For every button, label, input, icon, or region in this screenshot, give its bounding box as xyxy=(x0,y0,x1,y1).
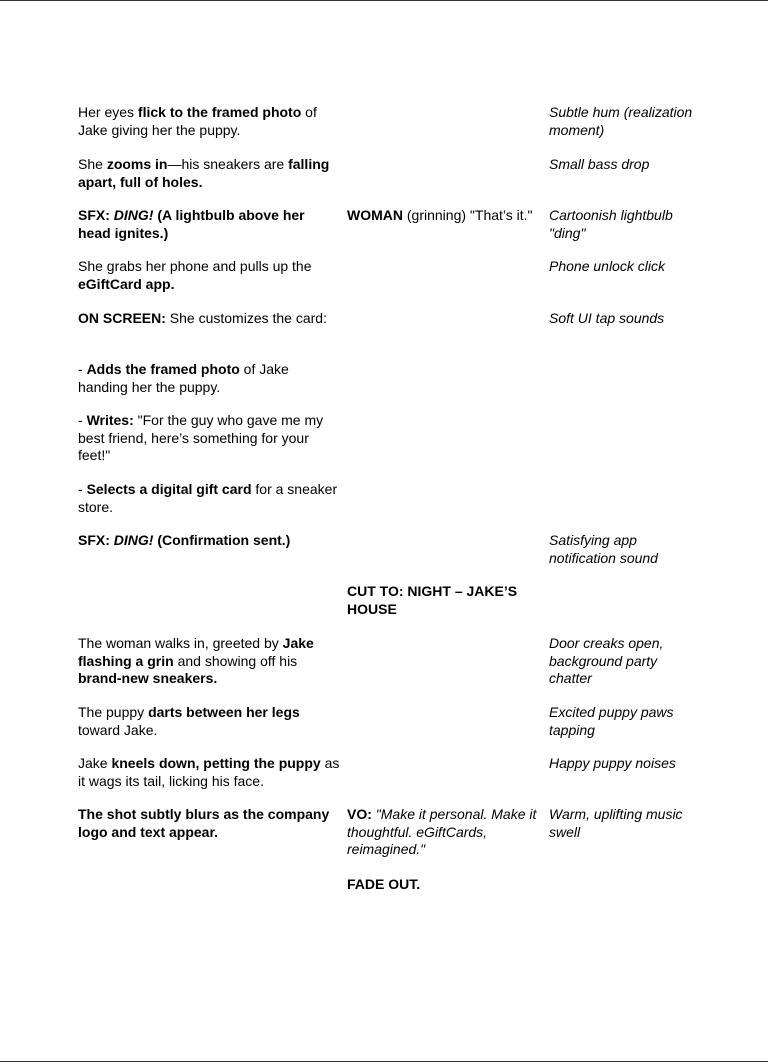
action-cell: SFX: DING! (A lightbulb above her head ignites.) xyxy=(78,207,305,241)
dialogue-cell: WOMAN (grinning) "That’s it." xyxy=(347,207,533,223)
action-cell: ON SCREEN: She customizes the card: xyxy=(78,310,327,326)
action-cell: Her eyes flick to the framed photo of Jake giving her the puppy. xyxy=(78,104,317,138)
sound-cell: Subtle hum (realization moment) xyxy=(549,104,693,138)
page-top-border xyxy=(0,0,768,1)
sound-cell: Small bass drop xyxy=(549,156,650,172)
action-cell: The puppy darts between her legs toward Jake. xyxy=(78,704,300,738)
action-cell: SFX: DING! (Confirmation sent.) xyxy=(78,532,291,548)
sound-cell: Warm, uplifting music swell xyxy=(549,806,683,840)
sound-cell: Cartoonish lightbulb "ding" xyxy=(549,207,673,241)
action-cell: Jake kneels down, petting the puppy as it wags its tail, licking his face. xyxy=(78,755,340,789)
sound-cell: Soft UI tap sounds xyxy=(549,310,665,326)
sound-cell: Door creaks open, background party chatter xyxy=(549,635,664,687)
dialogue-cell: FADE OUT. xyxy=(347,876,421,892)
action-cell: She grabs her phone and pulls up the eGiftCard app. xyxy=(78,258,312,292)
dialogue-cell: VO: "Make it personal. Make it thoughtful. eGiftCards, reimagined." xyxy=(347,806,537,858)
action-cell: - Writes: "For the guy who gave me my best friend, here’s something for your feet!" xyxy=(78,412,324,464)
action-cell: The shot subtly blurs as the company logo and text appear. xyxy=(78,806,330,840)
page-bottom-border xyxy=(0,1061,768,1062)
action-cell: The woman walks in, greeted by Jake flashing a grin and showing off his brand-new sneakers. xyxy=(78,635,314,687)
action-cell: - Selects a digital gift card for a sneaker store. xyxy=(78,481,338,515)
dialogue-cell: CUT TO: NIGHT – JAKE’S HOUSE xyxy=(347,583,518,617)
sound-cell: Satisfying app notification sound xyxy=(549,532,658,566)
sound-cell: Excited puppy paws tapping xyxy=(549,704,674,738)
action-cell: - Adds the framed photo of Jake handing her the puppy. xyxy=(78,361,289,395)
sound-cell: Phone unlock click xyxy=(549,258,665,274)
sound-cell: Happy puppy noises xyxy=(549,755,676,771)
action-cell: She zooms in—his sneakers are falling apart, full of holes. xyxy=(78,156,330,190)
